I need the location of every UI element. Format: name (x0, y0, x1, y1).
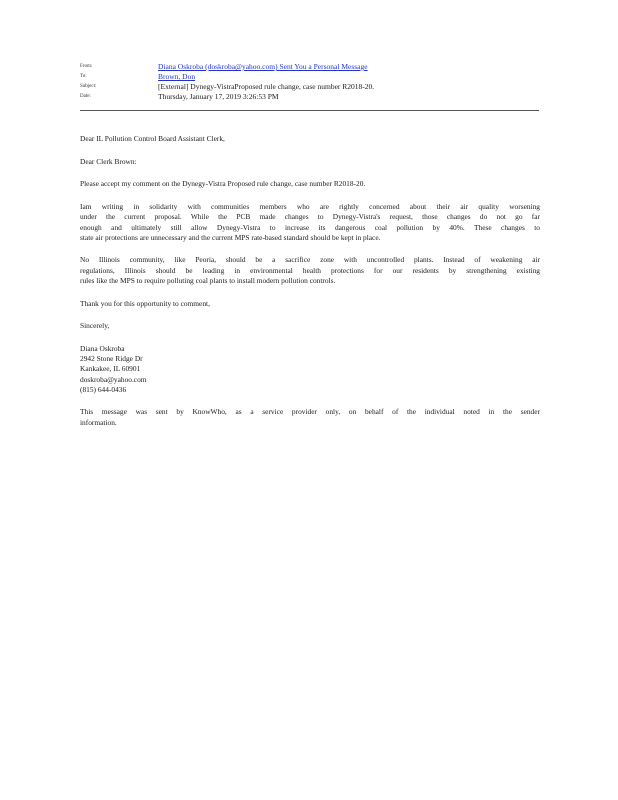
date-value: Thursday, January 17, 2019 3:26:53 PM (158, 92, 279, 101)
paragraph-line: state air protections are unnecessary and the current MPS rate-based standard should be kept in place. (80, 232, 381, 242)
from-row (80, 62, 540, 72)
to-label: To: (80, 74, 87, 79)
signature-block (80, 344, 540, 395)
footer-line: information. (80, 417, 117, 427)
paragraph-line: rules like the MPS to require polluting coal plants to install modern pollution controls. (80, 275, 336, 285)
signature-name: Diana Oskroba (80, 343, 125, 353)
paragraph-request: Please accept my comment on the Dynegy-Vistra Proposed rule change, case number R2018-20. (80, 179, 366, 189)
thanks-line: Thank you for this opportunity to comment, (80, 298, 210, 308)
paragraph-community (80, 255, 540, 286)
date-label: Date: (80, 94, 91, 99)
signature-street: 2942 Stone Ridge Dr (80, 354, 143, 364)
paragraph-solidarity (80, 202, 540, 243)
footer-disclaimer (80, 407, 540, 427)
footer-line: This message was sent by KnowWho, as a service provider only, on behalf of the individual noted in the sender (80, 407, 540, 417)
closing-line: Sincerely, (80, 321, 110, 331)
signature-phone: (815) 644-0436 (80, 384, 127, 394)
subject-label: Subject: (80, 84, 97, 89)
paragraph-line: enough and ultimately still allow Dynegy-Vistra to increase its dangerous coal pollution by 40%. These changes to (80, 222, 540, 232)
signature-city: Kankakee, IL 60901 (80, 364, 141, 374)
salutation-board: Dear IL Pollution Control Board Assistant Clerk, (80, 134, 225, 143)
paragraph-line: Iam writing in solidarity with communities members who are rightly concerned about their air quality worsening (80, 202, 540, 212)
salutation-clerk: Dear Clerk Brown: (80, 156, 137, 166)
subject-value: [External] Dynegy-VistraProposed rule change, case number R2018-20. (158, 82, 375, 91)
email-header (80, 62, 540, 102)
subject-row (80, 82, 540, 92)
from-label: From: (80, 64, 93, 69)
to-value-link[interactable]: Brown, Don (158, 72, 196, 81)
signature-email: doskroba@yahoo.com (80, 374, 147, 384)
paragraph-line: regulations, Illinois should be leading in environmental health protections for our residents by strengthening existing (80, 265, 540, 275)
to-row (80, 72, 540, 82)
from-value-link[interactable]: Diana Oskroba (doskroba@yahoo.com) Sent You a Personal Message (158, 62, 368, 71)
paragraph-line: under the current proposal. While the PCB made changes to Dynegy-Vistra's request, those changes do not go far (80, 212, 540, 222)
header-divider (80, 110, 539, 111)
paragraph-line: No Illinois community, like Peoria, should be a sacrifice zone with uncontrolled plants. Instead of weakening air (80, 255, 540, 265)
date-row (80, 92, 540, 102)
letter-body (80, 134, 540, 428)
